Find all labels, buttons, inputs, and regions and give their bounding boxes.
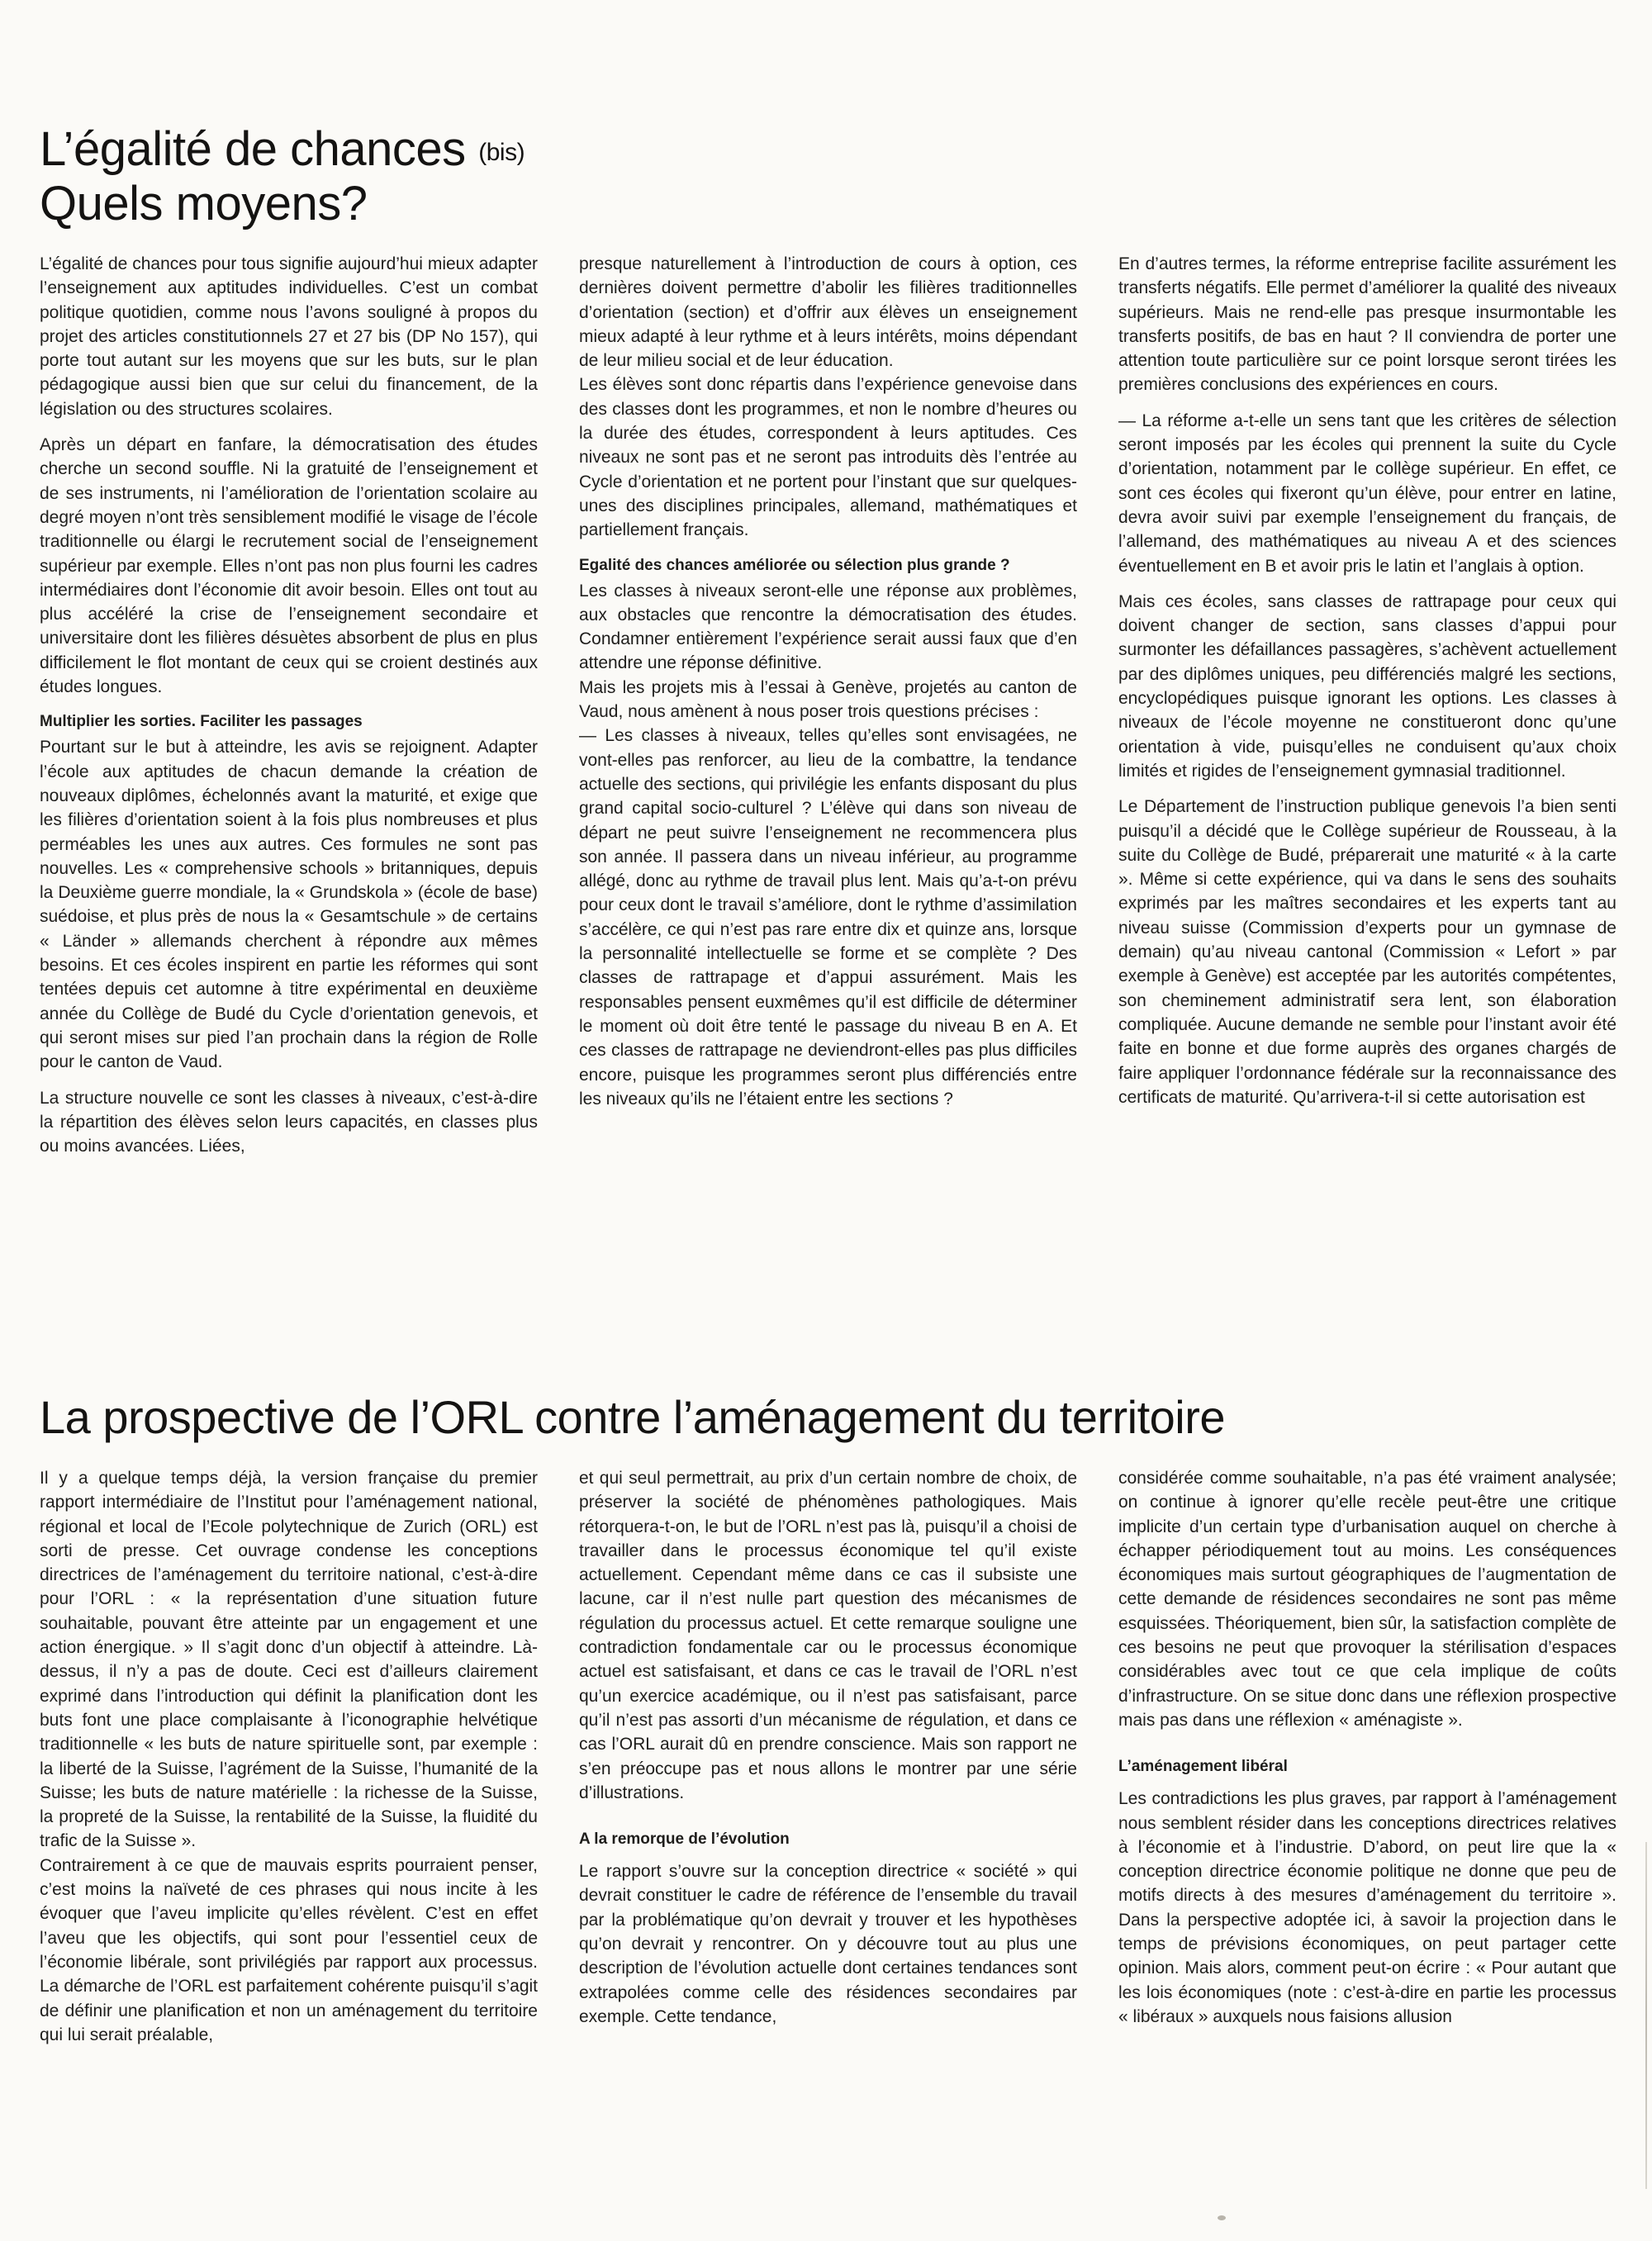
article-2-column-3 — [1118, 1466, 1616, 2040]
article-prospective-orl — [40, 1392, 1617, 2144]
article-2-title: La prospective de l’ORL contre l’aménagement du territoire — [40, 1391, 1226, 1443]
paragraph: Après un départ en fanfare, la démocratisation des études cherche un second souffle. Ni la gratuité de l’enseignement et de ses instruments, ni l’amélioration de l’orientation scolaire au degré moyen n’ont très sensiblement modifié le visage de l’école traditionnelle ou élargi le recrutement social de l’enseignement supérieur par exemple. Elles n’ont pas non plus fourni les cadres intermédiaires dont l’économie dit avoir besoin. Elles ont tout au plus accéléré la crise de l’enseignement secondaire et universitaire dont les filières désuètes absorbent de plus en plus difficilement le flot montant de ceux qui se croient destinés aux études longues. — [40, 435, 538, 697]
article-1-columns — [40, 252, 1617, 1170]
article-1-column-2 — [579, 252, 1077, 1123]
article-1-title — [40, 124, 1617, 230]
section-heading: A la remorque de l’évolution — [579, 1830, 790, 1849]
paragraph: En d’autres termes, la réforme entreprise facilite assurément les transferts négatifs. Elle permet d’améliorer la qualité des niveaux supérieurs. Mais ne rend-elle pas presque insurmontable les transferts positifs, de bas en haut ? Il conviendra de porter une attention toute particulière sur ce point lorsque seront tirées les premières conclusions des expériences en cours. — [1118, 254, 1616, 395]
paragraph: Pourtant sur le but à atteindre, les avis se rejoignent. Adapter l’école aux aptitudes de chacun demande la création de nouveaux diplômes, échelonnés avant la maturité, et exige que les filières d’orientation soient à la fois plus nombreuses et plus perméables les unes aux autres. Ces formules ne sont pas nouvelles. Les « comprehensive schools » britanniques, depuis la Deuxième guerre mondiale, la « Grundskola » (école de base) suédoise, et plus près de nous la « Gesamtschule » de certains « Länder » allemands cherchent à répondre aux mêmes besoins. Et ces écoles inspirent en partie les réformes qui sont tentées depuis cet automne à titre expérimental en deuxième année du Collège de Budé du Cycle d’orientation genevois, et qui seront mises sur pied l’an prochain dans la région de Rolle pour le canton de Vaud. — [40, 738, 538, 1072]
article-1-column-1 — [40, 252, 538, 1170]
paragraph: presque naturellement à l’introduction de cours à option, ces dernières doivent permettre d’abolir les filières traditionnelles d’orientation (section) et d’offrir aux élèves un enseignement mieux adapté à leur rythme et à leurs intérêts, moins dépendant de leur milieu social et de leur éducation. — [579, 254, 1077, 371]
paragraph: Les contradictions les plus graves, par rapport à l’aménagement nous semblent résider dans les conceptions directrices relatives à l’économie et à l’industrie. D’abord, on peut lire que la « conception directrice économie politique ne donne que peu de motifs directs à des mesures d’aménagement du territoire ». Dans la perspective adoptée ici, à savoir la projection dans le temps de prévisions économiques, on peut partager cette opinion. Mais alors, comment peut-on écrire : « Pour autant que les lois économiques (note : c’est-à-dire en partie les processus « libéraux » auxquels nous faisions allusion — [1118, 1789, 1616, 2026]
paragraph: Mais les projets mis à l’essai à Genève, projetés au canton de Vaud, nous amènent à nous poser trois questions précises : — [579, 677, 1077, 722]
section-heading: Multiplier les sorties. Faciliter les passages — [40, 713, 363, 731]
paragraph: — La réforme a-t-elle un sens tant que les critères de sélection seront imposés par les écoles qui prennent la suite du Cycle d’orientation, notamment par le collège supérieur. En effet, ce sont ces écoles qui fixeront qu’un élève, pour entrer en latine, devra avoir suivi par exemple l’enseignement du français, de l’allemand, des mathématiques au niveau A et des sciences éventuellement en B et avoir pris le latin et l’anglais à option. — [1118, 411, 1616, 576]
article-1-title-suffix: (bis) — [478, 139, 525, 166]
article-egalite-de-chances — [40, 124, 1617, 1305]
paragraph: considérée comme souhaitable, n’a pas été vraiment analysée; on continue à ignorer qu’elle recèle peut-être une critique implicite d’un certain type d’urbanisation auquel on cherche à échapper périodiquement tout au moins. Les conséquences économiques mais surtout géographiques de l’augmentation de cette demande de résidences secondaires ne sont pas même esquissées. Théoriquement, bien sûr, la satisfaction complète de ces besoins ne peut que provoquer la stérilisation d’espaces considérables avec tout ce que cela implique de coûts d’infrastructure. On se situe donc dans une réflexion prospective mais pas dans une réflexion « aménagiste ». — [1118, 1469, 1616, 1730]
paragraph: Mais ces écoles, sans classes de rattrapage pour ceux qui doivent changer de section, sans classes d’appui pour surmonter les défaillances passagères, s’achèvent actuellement par des diplômes uniques, peu différenciés malgré les sections, encyclopédiques puisque ignorant les options. Les classes à niveaux de l’école moyenne ne constitueront donc qu’une orientation à vide, puisqu’elles ne conduisent qu’aux choix limités et rigides de l’enseignement gymnasial traditionnel. — [1118, 591, 1616, 781]
paragraph: Le Département de l’instruction publique genevois l’a bien senti puisqu’il a décidé que le Collège supérieur de Rousseau, à la suite du Collège de Budé, préparerait une maturité « à la carte ». Même si cette expérience, qui va dans le sens des souhaits exprimés par les maîtres secondaires et les experts tant au niveau suisse (Commission d’experts pour un gymnase de demain) qu’au niveau cantonal (Commission « Lefort » par exemple à Genève) est acceptée par les autorités compétentes, son cheminement administratif sera lent, son élaboration compliquée. Aucune demande ne semble pour l’instant avoir été faite en bonne et due forme auprès des organes chargés de faire appliquer l’ordonnance fédérale sur la reconnaissance des certificats de maturité. Qu’arrivera-t-il si cette autorisation est — [1118, 797, 1616, 1107]
article-2-column-2 — [579, 1466, 1077, 2040]
paragraph: et qui seul permettrait, au prix d’un certain nombre de choix, de préserver la société de phénomènes pathologiques. Mais rétorquera-t-on, le but de l’ORL n’est pas là, puisqu’il a choisi de travailler dans le processus économique tel qu’il existe actuellement. Cependant même dans ce cas il subsiste une lacune, car il n’est nulle part question des mécanismes de régulation du processus actuel. Et cette remarque souligne une contradiction fondamentale car ou le processus économique actuel est satisfaisant, et dans ce cas le travail de l’ORL n’est qu’un exercice académique, ou il n’est pas satisfaisant, parce qu’il n’est pas assorti d’un mécanisme de régulation, et dans ce cas l’ORL aurait dû en prendre conscience. Mais son rapport ne s’en préoccupe pas et nous allons le montrer par une série d’illustrations. — [579, 1469, 1077, 1802]
paragraph: — Les classes à niveaux, telles qu’elles sont envisagées, ne vont-elles pas renforcer, au lieu de la combattre, la tendance actuelle des sections, qui privilégie les enfants disposant du plus grand capital socio-culturel ? L’élève qui dans son niveau de départ ne peut suivre l’enseignement ne recommencera plus son année. Il passera dans un niveau inférieur, au programme allégé, donc au rythme de travail plus lent. Mais qu’a-t-on prévu pour ceux dont le travail s’améliore, dont le rythme d’assimilation s’accélère, ce qui n’est pas rare entre dix et quinze ans, lorsque la personnalité intellectuelle se forme et se complète ? Des classes de rattrapage et d’appui assurément. Mais les responsables pensent euxmêmes qu’il est difficile de déterminer le moment où doit être tenté le passage du niveau B en A. Et ces classes de rattrapage ne deviendront-elles pas plus difficiles encore, puisque les programmes seront plus différenciés entre les niveaux qu’ils ne l’étaient entre les sections ? — [579, 726, 1077, 1109]
article-1-title-line2: Quels moyens? — [40, 177, 368, 230]
paragraph: L’égalité de chances pour tous signifie aujourd’hui mieux adapter l’enseignement aux aptitudes individuelles. C’est un combat politique quotidien, comme nous l’avons souligné à propos du projet des articles constitutionnels 27 et 27 bis (DP No 157), qui porte tout autant sur les moyens que sur les buts, sur le plan pédagogique aussi bien que sur celui du financement, de la législation ou des structures scolaires. — [40, 254, 538, 419]
article-2-columns — [40, 1466, 1617, 2058]
paragraph: Contrairement à ce que de mauvais esprits pourraient penser, c’est moins la naïveté de ces phrases qui nous incite à les évoquer que l’aveu implicite qu’elles révèlent. C’est en effet l’aveu que les objectifs, qui sont pour l’essentiel ceux de l’économie libérale, sont privilégiés par rapport aux processus. La démarche de l’ORL est parfaitement cohérente puisqu’il s’agit de définir une planification et non un aménagement du territoire qui lui serait préalable, — [40, 1855, 538, 2044]
article-1-column-3 — [1118, 252, 1616, 1121]
page-edge-shadow — [1645, 1842, 1647, 2189]
article-2-column-1 — [40, 1466, 538, 2058]
paragraph: Le rapport s’ouvre sur la conception directrice « société » qui devrait constituer le cadre de référence de l’ensemble du travail par la problématique qu’on devrait y trouver et les hypothèses qu’on devrait y rencontrer. On y découvre tout au plus une description de l’évolution actuelle dont certaines tendances sont extrapolées comme celle des résidences secondaires par exemple. Cette tendance, — [579, 1862, 1077, 2026]
paragraph: La structure nouvelle ce sont les classes à niveaux, c’est-à-dire la répartition des élèves selon leurs capacités, en classes plus ou moins avancées. Liées, — [40, 1088, 538, 1156]
paragraph: Les élèves sont donc répartis dans l’expérience genevoise dans des classes dont les programmes, et non le nombre d’heures ou la durée des études, correspondent à leurs aptitudes. Ces niveaux ne sont pas et ne seront pas introduits dès l’entrée au Cycle d’orientation et ne portent pour l’instant que sur quelques-unes des disciplines principales, allemand, mathématiques et partiellement français. — [579, 375, 1077, 540]
section-heading: Egalité des chances améliorée ou sélection plus grande ? — [579, 556, 1010, 574]
section-heading: L’aménagement libéral — [1118, 1758, 1288, 1776]
article-1-title-line1: L’égalité de chances — [40, 122, 466, 176]
paragraph: Les classes à niveaux seront-elle une réponse aux problèmes, aux obstacles que rencontre la démocratisation des études. Condamner entièrement l’expérience serait aussi faux que d’en attendre une réponse définitive. — [579, 581, 1077, 673]
print-mark — [1218, 2215, 1226, 2220]
paragraph: Il y a quelque temps déjà, la version française du premier rapport intermédiaire de l’Institut pour l’aménagement national, régional et local de l’Ecole polytechnique de Zurich (ORL) est sorti de presse. Cet ouvrage condense les conceptions directrices de l’aménagement du territoire national, c’est-à-dire pour l’ORL : « la représentation d’une situation future souhaitable, pouvant être atteinte par un engagement et une action énergique. » Il s’agit donc d’un objectif à atteindre. Là-dessus, il n’y a pas de doute. Ceci est d’ailleurs clairement exprimé dans l’introduction qui définit la planification dont les buts font une place complaisante à l’iconographie helvétique traditionnelle « les buts de nature spirituelle sont, par exemple : la liberté de la Suisse, l’agrément de la Suisse, l’humanité de la Suisse; les buts de nature matérielle : la richesse de la Suisse, la propreté de la Suisse, la rentabilité de la Suisse, la fluidité du trafic de la Suisse ». — [40, 1469, 538, 1851]
